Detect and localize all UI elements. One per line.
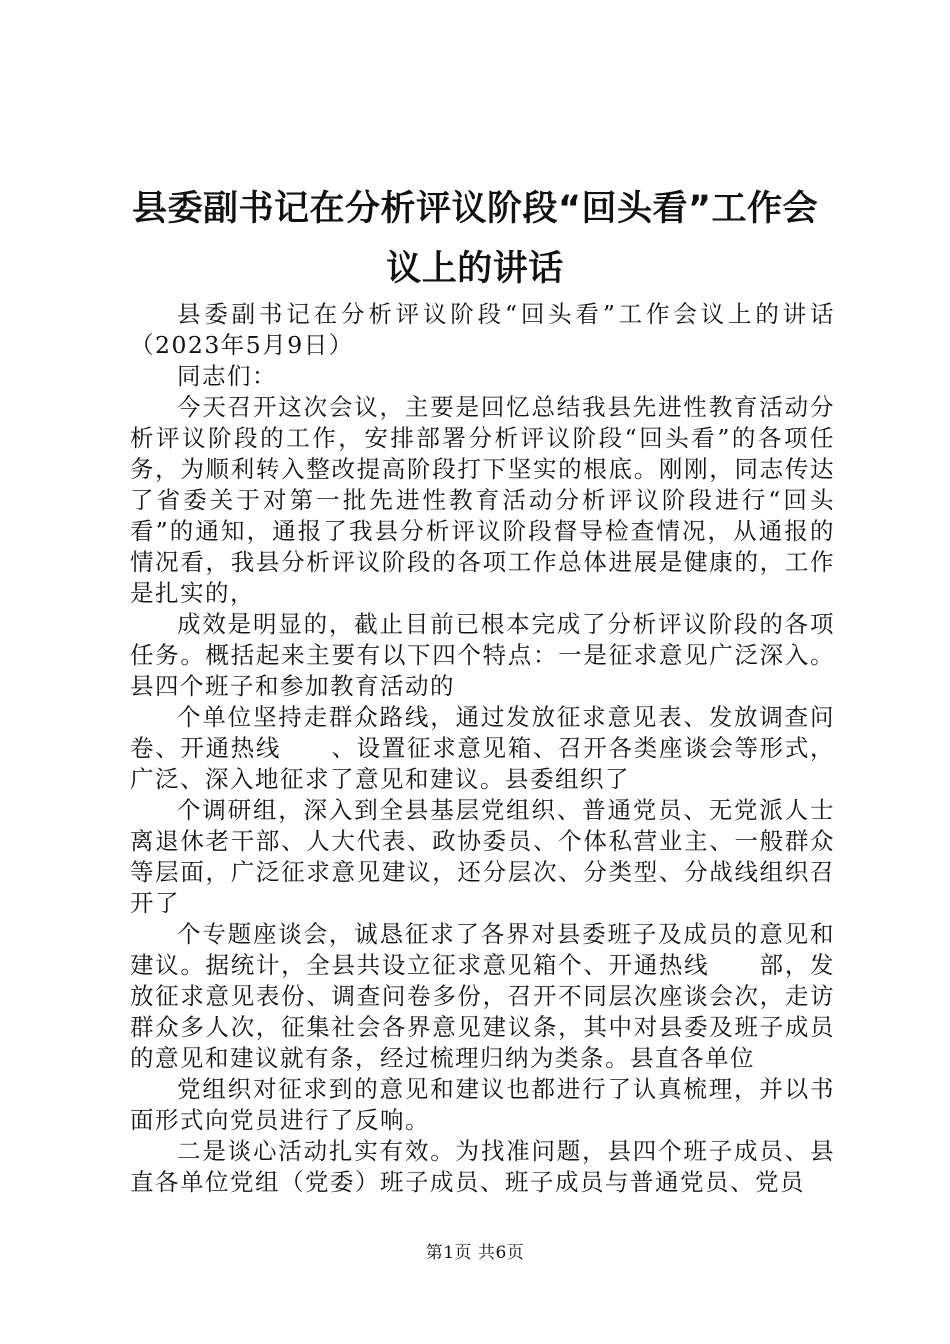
paragraph: 党组织对征求到的意见和建议也都进行了认真梳理，并以书面形式向党员进行了反响。 xyxy=(130,1075,835,1134)
page-number-footer: 第1页 共6页 xyxy=(425,1243,525,1263)
document-body xyxy=(130,299,835,1198)
paragraph: 成效是明显的，截止目前已根本完成了分析评议阶段的各项任务。概括起来主要有以下四个特点：一是征求意见广泛深入。县四个班子和参加教育活动的 xyxy=(130,610,835,700)
document-title-line-2: 议上的讲话 xyxy=(386,249,564,289)
paragraph: 个专题座谈会，诚恳征求了各界对县委班子及成员的意见和建议。据统计，全县共设立征求意见箱个、开通热线 部，发放征求意见表份、调查问卷多份，召开不同层次座谈会次，走访群众多人次，征集社会各界意见建议条，其中对县委及班子成员的意见和建议就有条，经过梳理归纳为类条。县直各单位 xyxy=(130,920,835,1072)
document-title-line-1: 县委副书记在分析评议阶段“回头看”工作会 xyxy=(131,189,818,229)
paragraph: 个调研组，深入到全县基层党组织、普通党员、无党派人士离退休老干部、人大代表、政协委员、个体私营业主、一般群众等层面，广泛征求意见建议，还分层次、分类型、分战线组织召开了 xyxy=(130,796,835,917)
paragraph: 个单位坚持走群众路线，通过发放征求意见表、发放调查问卷、开通热线 、设置征求意见箱、召开各类座谈会等形式，广泛、深入地征求了意见和建议。县委组织了 xyxy=(130,703,835,793)
paragraph: 同志们： xyxy=(177,362,277,390)
paragraph: 县委副书记在分析评议阶段“回头看”工作会议上的讲话（2023年5月9日） xyxy=(130,300,835,359)
paragraph: 今天召开这次会议，主要是回忆总结我县先进性教育活动分析评议阶段的工作，安排部署分析评议阶段“回头看”的各项任务，为顺利转入整改提高阶段打下坚实的根底。刚刚，同志传达了省委关于对第一批先进性教育活动分析评议阶段进行“回头看”的通知，通报了我县分析评议阶段督导检查情况，从通报的情况看，我县分析评议阶段的各项工作总体进展是健康的，工作是扎实的， xyxy=(130,393,835,607)
paragraph: 二是谈心活动扎实有效。为找准问题，县四个班子成员、县直各单位党组（党委）班子成员、班子成员与普通党员、党员 xyxy=(130,1137,835,1196)
